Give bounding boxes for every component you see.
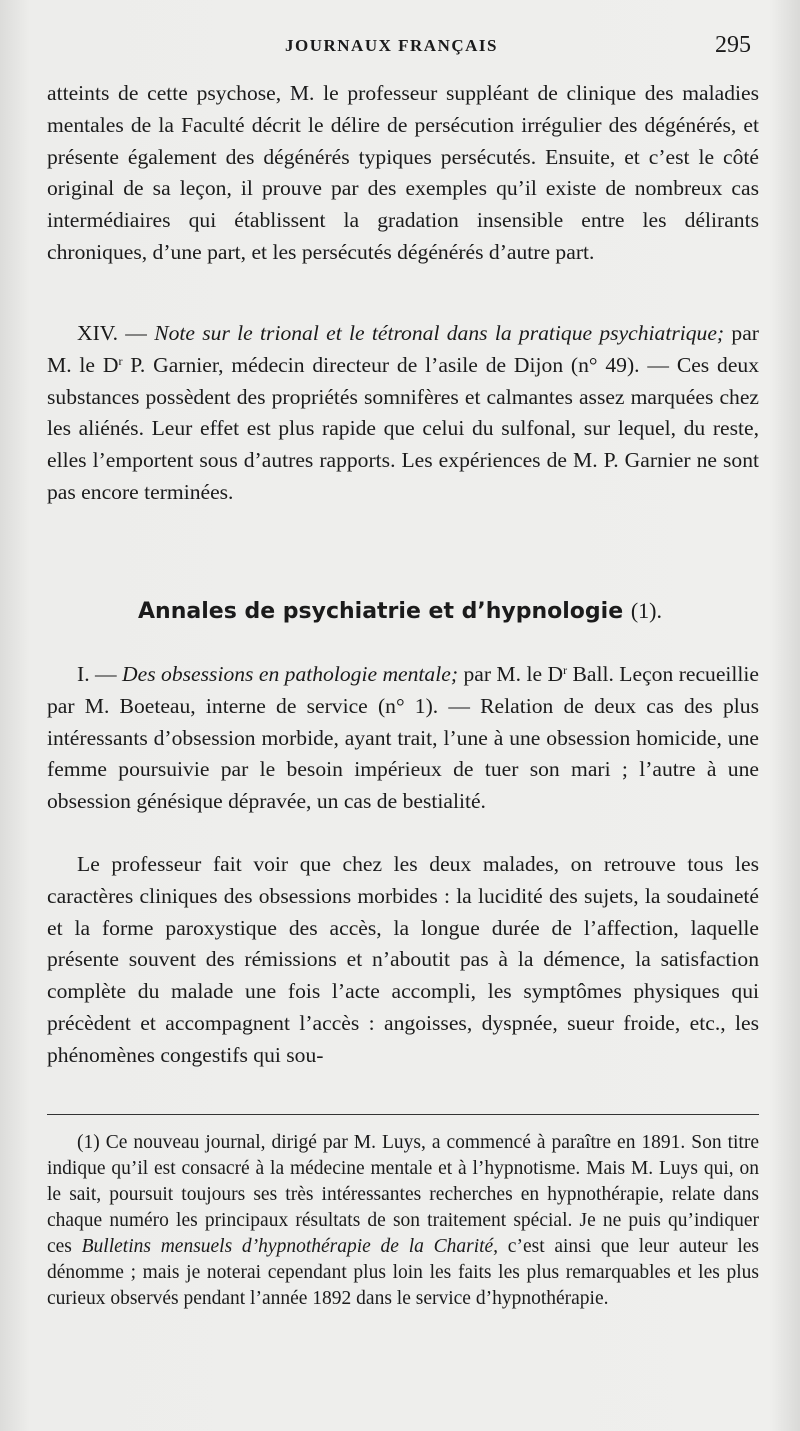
section-heading	[0, 598, 800, 624]
paragraph-text: Le professeur fait voir que chez les deux malades, on retrouve tous les caractères cliniques des obsessions morbides : la lucidité des sujets, la soudaineté et la forme paroxystique des accès, la longue durée de l’affection, laquelle présente souvent des rémissions et n’aboutit pas à la démence, la satisfaction complète du malade une fois l’acte accompli, les symptômes physiques qui précèdent et accompagnent l’accès : angoisses, dyspnée, sueur froide, etc., les phénomènes congestifs qui sou-	[47, 852, 759, 1067]
entry-author-prefix: par M. le D	[47, 321, 759, 377]
running-head: JOURNAUX FRANÇAIS	[285, 36, 498, 55]
entry-number: XIV. —	[77, 321, 155, 345]
footnote-reference: (1).	[630, 598, 662, 623]
entry-paragraph	[47, 659, 759, 818]
footnote-text	[47, 1130, 759, 1312]
entry-title: Des obsessions en pathologie mentale;	[122, 662, 459, 686]
entry-author-prefix: par M. le D	[458, 662, 564, 686]
entry-xiv	[47, 318, 759, 509]
footnote-part-1: (1) Ce nouveau journal, dirigé par M. Luys, a commencé à paraître en 1891. Son titre indique qu’il est consacré à la médecine mentale et à l’hypnotisme. Mais M. Luys qui, on le sait, poursuit toujours ses très intéressantes recherches en hypnothérapie, relate dans chaque numéro les principaux résultats de son traitement spécial. Je ne puis qu’indiquer ces	[47, 1132, 759, 1257]
footnote	[47, 1130, 759, 1312]
doctor-superscript: r	[118, 353, 123, 368]
entry-title: Note sur le trional et le tétronal dans la pratique psychiatrique;	[154, 321, 725, 345]
paragraph-continuation	[47, 78, 759, 269]
entry-i	[47, 659, 759, 818]
page-number: 295	[715, 32, 751, 58]
doctor-superscript: r	[563, 663, 568, 677]
page-header	[0, 32, 800, 66]
entry-paragraph	[47, 318, 759, 509]
paragraph-discussion	[47, 849, 759, 1072]
footnote-part-2: c’est ainsi que leur auteur les dénomme ; mais je noterai cependant plus loin les faits les plus remarquables et les plus curieux observés pendant l’année 1892 dans le service d’hypnothérapie.	[47, 1236, 759, 1309]
entry-number: I. —	[77, 662, 123, 686]
paragraph-text: atteints de cette psychose, M. le professeur suppléant de clinique des maladies mentales de la Faculté décrit le délire de persécution irrégulier des dégénérés, et présente également des dégénérés typiques persécutés. Ensuite, et c’est le côté original de sa leçon, il prouve par des exemples qu’il existe de nombreux cas intermédiaires qui établissent la gradation insensible entre les délirants chroniques, d’une part, et les persécutés dégénérés d’autre part.	[47, 81, 759, 264]
section-title: Annales de psychiatrie et d’hypnologie	[138, 599, 624, 624]
footnote-italic: Bulletins mensuels d’hypnothérapie de la Charité,	[81, 1236, 499, 1257]
entry-body: Ball. Leçon recueillie par M. Boeteau, interne de service (n° 1). — Relation de deux cas des plus intéressants d’obsession morbide, ayant trait, l’une à une obsession homicide, une femme poursuivie par le besoin impérieux de tuer son mari ; l’autre à une obsession génésique dépravée, un cas de bestialité.	[47, 662, 760, 814]
entry-body: P. Garnier, médecin directeur de l’asile de Dijon (n° 49). — Ces deux substances possèdent des propriétés somnifères et calmantes assez marquées chez les aliénés. Leur effet est plus rapide que celui du sulfonal, sur lequel, du reste, elles l’emportent sous d’autres rapports. Les expériences de M. P. Garnier ne sont pas encore terminées.	[47, 352, 760, 504]
footnote-divider	[47, 1114, 759, 1115]
